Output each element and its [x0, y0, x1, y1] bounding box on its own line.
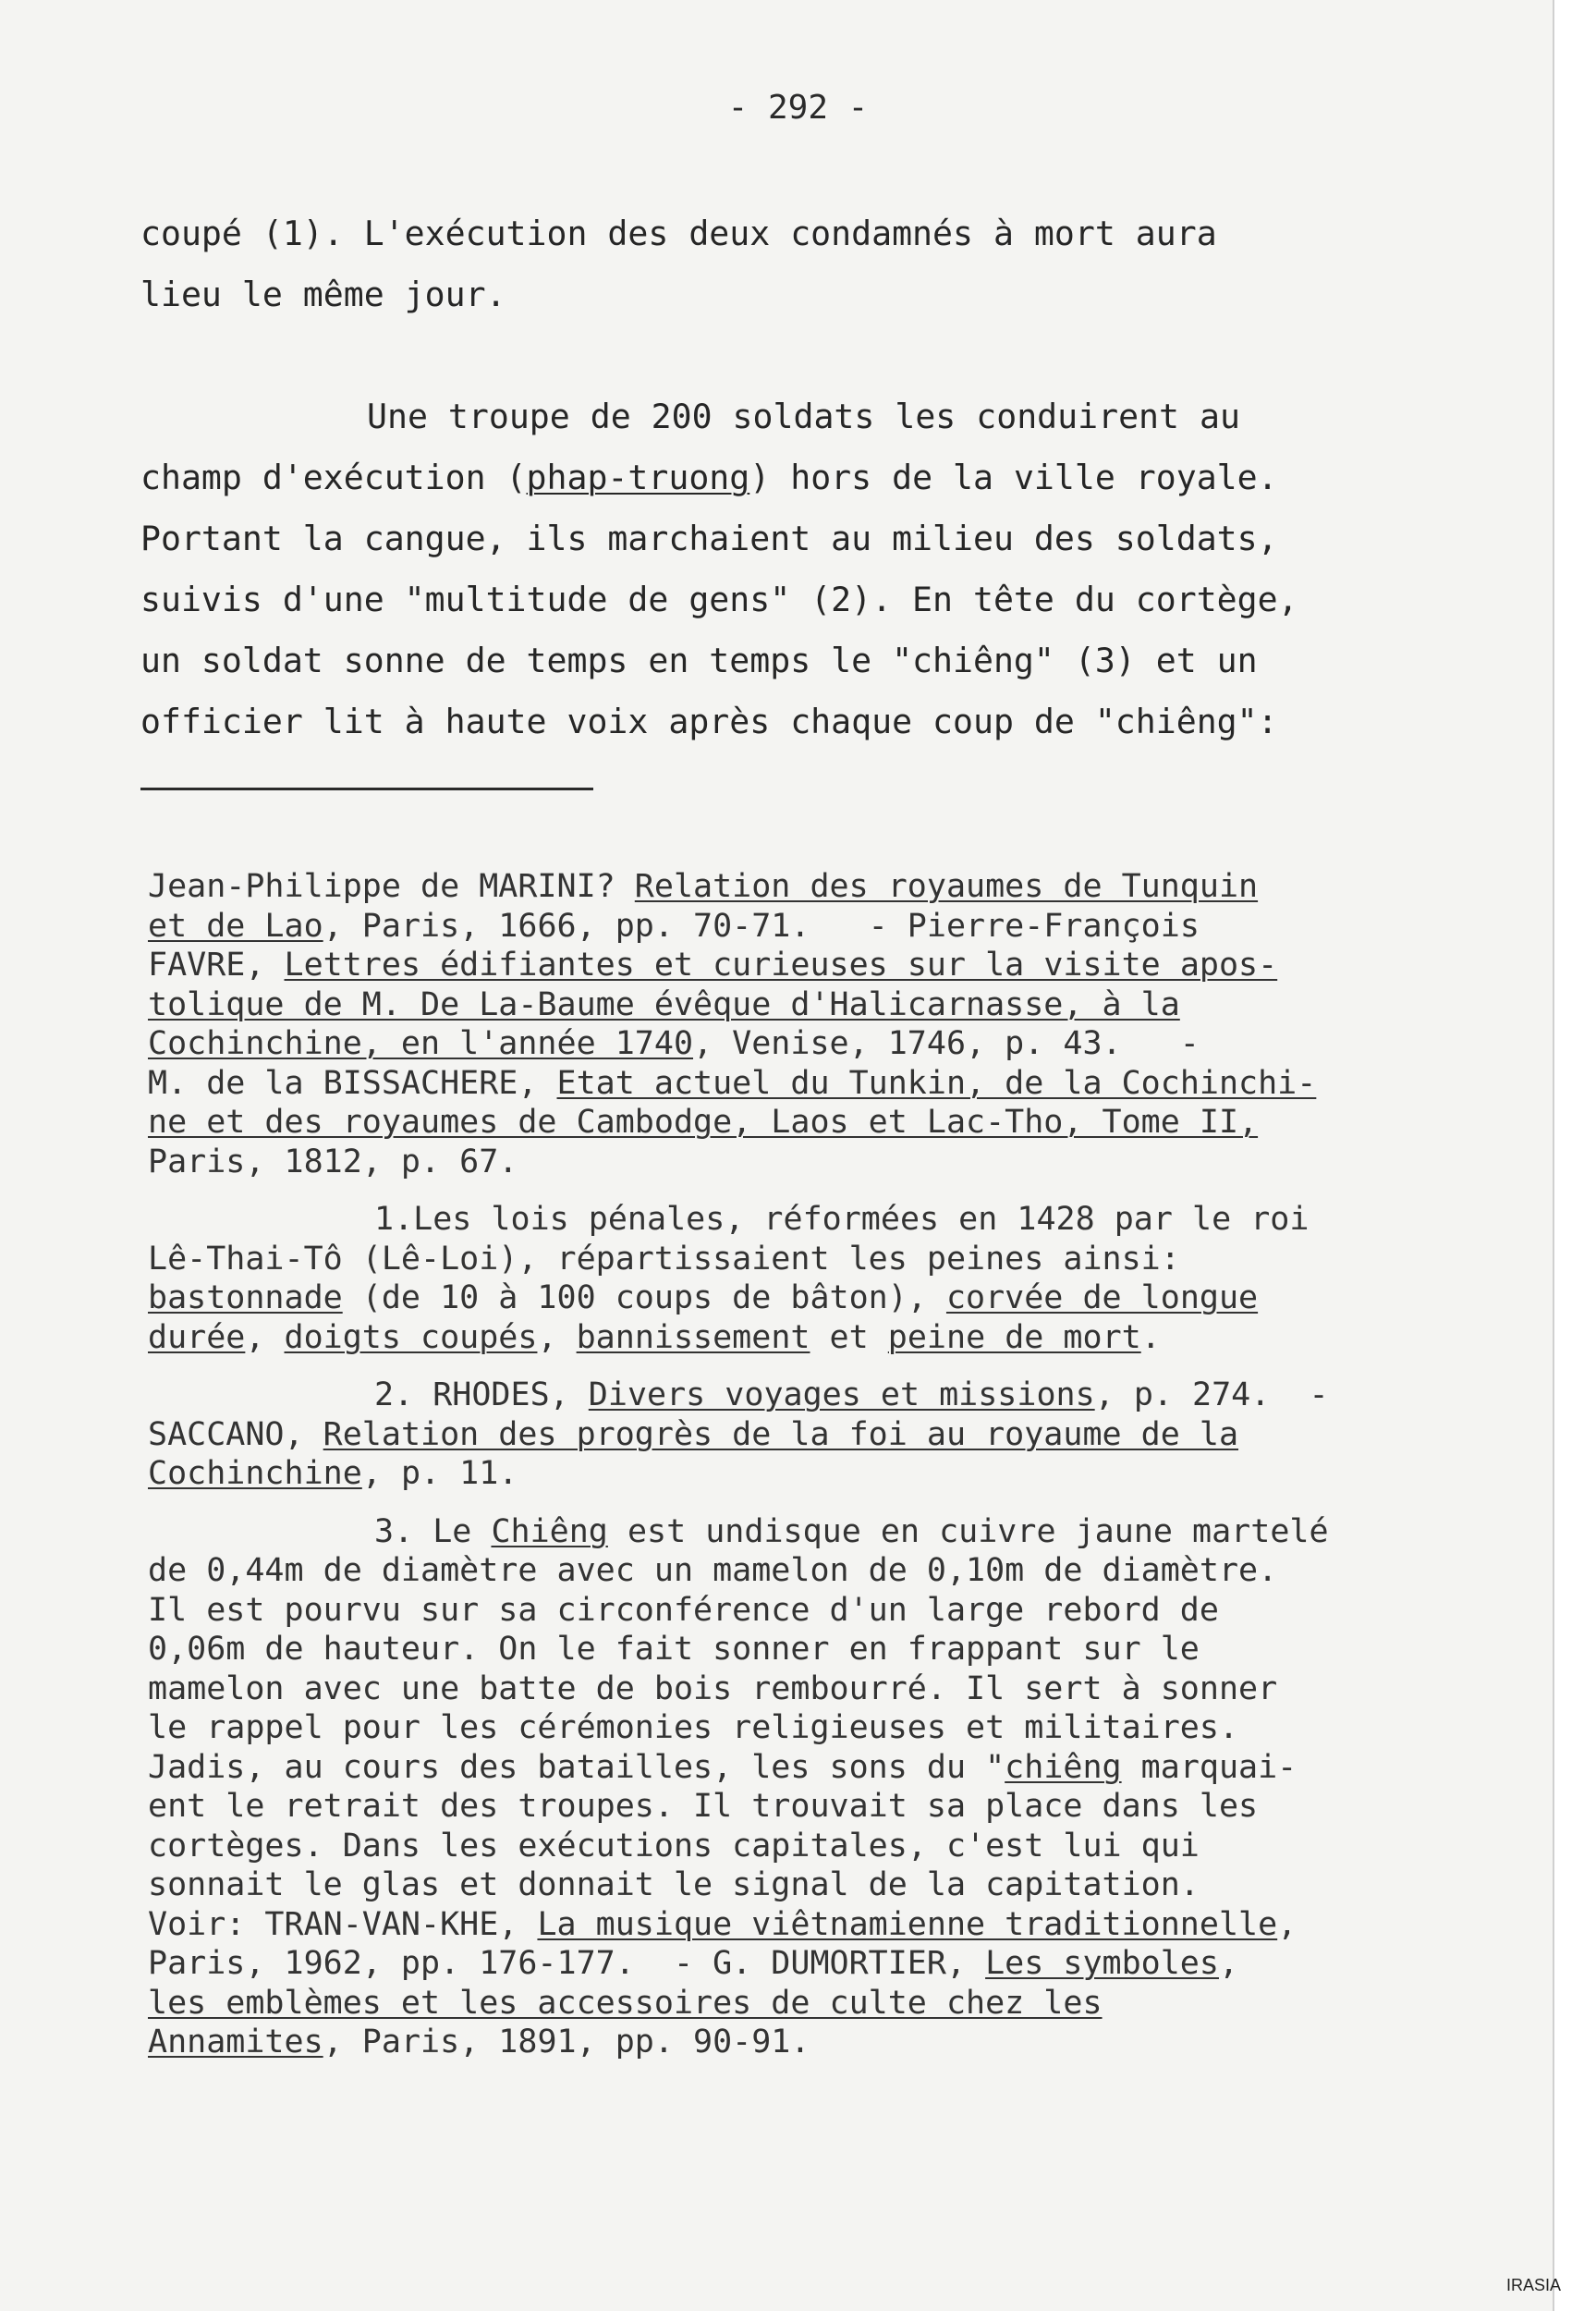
- spacer: [148, 1494, 1497, 1512]
- text-line: Une troupe de 200 soldats les conduirent au: [367, 397, 1240, 436]
- underlined-title: La musique viêtnamienne traditionnelle: [537, 1905, 1278, 1943]
- text-line: Paris, 1812, p. 67.: [148, 1143, 518, 1180]
- text-line: [148, 1278, 1497, 1318]
- text-line: [148, 1944, 1497, 1984]
- text-span: et: [810, 1318, 888, 1356]
- text-span: SACCANO,: [148, 1415, 323, 1453]
- underlined-title: Divers voyages et missions: [588, 1376, 1095, 1413]
- text-span: Paris, 1962, pp. 176-177. - G. DUMORTIER,: [148, 1945, 986, 1982]
- text-line: sonnait le glas et donnait le signal de la capitation.: [148, 1866, 1200, 1903]
- text-line: Lê-Thai-Tô (Lê-Loi), répartissaient les peines ainsi:: [148, 1240, 1180, 1278]
- text-span: ) hors de la ville royale.: [749, 458, 1278, 497]
- text-span: , p. 11.: [361, 1455, 518, 1492]
- text-span: champ d'exécution (: [140, 458, 527, 497]
- text-line: officier lit à haute voix après chaque coup de "chiêng":: [140, 702, 1278, 741]
- underlined-term: peine de mort: [887, 1318, 1141, 1356]
- text-line: [148, 907, 1497, 947]
- underlined-term: bastonnade: [148, 1279, 343, 1316]
- text-line: 1.Les lois pénales, réformées en 1428 par le roi: [374, 1201, 1310, 1238]
- text-span: , Paris, 1666, pp. 70-71. - Pierre-François: [323, 907, 1200, 945]
- text-span: , Paris, 1891, pp. 90-91.: [323, 2024, 810, 2060]
- underlined-title: Cochinchine, en l'année 1740: [148, 1025, 694, 1062]
- underlined-title: Cochinchine: [148, 1455, 362, 1492]
- text-line: suivis d'une "multitude de gens" (2). En tête du cortège,: [140, 580, 1298, 619]
- text-line: un soldat sonne de temps en temps le "chiêng" (3) et un: [140, 641, 1258, 680]
- text-line: [148, 1024, 1497, 1064]
- underlined-title: et de Lao: [148, 907, 323, 945]
- text-line: Il est pourvu sur sa circonférence d'un large rebord de: [148, 1591, 1219, 1629]
- text-line: [148, 867, 1497, 907]
- page-edge: [1553, 0, 1596, 2311]
- footnote-2: [148, 1376, 1497, 1494]
- underlined-term: corvée de longue: [945, 1279, 1259, 1316]
- text-span: est undisque en cuivre jaune martelé: [607, 1512, 1329, 1550]
- text-span: (de 10 à 100 coups de bâton),: [342, 1279, 946, 1316]
- text-line: [148, 1748, 1497, 1788]
- text-span: 3. Le: [374, 1512, 492, 1550]
- text-line: [148, 1512, 1497, 1552]
- archive-stamp: IRASIA: [1506, 2276, 1562, 2294]
- text-span: ,: [537, 1318, 577, 1356]
- text-span: Voir: TRAN-VAN-KHE,: [148, 1905, 538, 1943]
- text-span: FAVRE,: [148, 947, 285, 984]
- text-span: .: [1140, 1318, 1161, 1356]
- text-line: cortèges. Dans les exécutions capitales, c'est lui qui: [148, 1827, 1200, 1865]
- text-line: Portant la cangue, ils marchaient au milieu des soldats,: [140, 519, 1278, 558]
- text-line: coupé (1). L'exécution des deux condamnés à mort aura: [140, 214, 1217, 253]
- text-line: [148, 1318, 1497, 1358]
- underlined-term: Chiêng: [491, 1512, 608, 1550]
- spacer: [148, 1357, 1497, 1376]
- page-number: - 292 -: [727, 89, 869, 127]
- text-line: [148, 1984, 1497, 2024]
- text-line: [148, 1103, 1497, 1143]
- text-span: M. de la BISSACHERE,: [148, 1064, 557, 1102]
- text-line: [148, 1376, 1497, 1415]
- underlined-title: Les symboles: [985, 1945, 1219, 1982]
- underlined-term: bannissement: [576, 1318, 810, 1356]
- text-span: ,: [1277, 1905, 1298, 1943]
- text-line: [148, 1905, 1497, 1945]
- text-line: [148, 985, 1497, 1025]
- text-span: Jean-Philippe de MARINI?: [148, 868, 635, 905]
- footnote-reference: [148, 867, 1497, 1181]
- underlined-title: tolique de M. De La-Baume évêque d'Halicarnasse, à la: [148, 985, 1180, 1023]
- footnote-3: [148, 1512, 1497, 2062]
- underlined-title: Lettres édifiantes et curieuses sur la visite apos-: [284, 947, 1278, 984]
- underlined-term: doigts coupés: [284, 1318, 538, 1356]
- text-line: [140, 447, 1462, 508]
- paragraph-1: [140, 203, 1462, 325]
- paragraph-2: [140, 386, 1462, 752]
- spacer: [148, 1181, 1497, 1200]
- text-line: mamelon avec une batte de bois rembourré. Il sert à sonner: [148, 1669, 1278, 1707]
- text-line: de 0,44m de diamètre avec un mamelon de 0,10m de diamètre.: [148, 1552, 1278, 1589]
- underlined-title: ne et des royaumes de Cambodge, Laos et Lac-Tho, Tome II,: [148, 1104, 1259, 1141]
- text-line: [148, 1415, 1497, 1455]
- text-span: marquai-: [1121, 1748, 1298, 1786]
- text-span: ,: [1218, 1945, 1239, 1982]
- text-line: [148, 1064, 1497, 1104]
- text-line: [148, 2023, 1497, 2062]
- underlined-term: phap-truong: [526, 458, 750, 497]
- text-span: 2. RHODES,: [374, 1376, 589, 1413]
- text-line: 0,06m de hauteur. On le fait sonner en frappant sur le: [148, 1631, 1200, 1668]
- underlined-title: Annamites: [148, 2024, 323, 2060]
- text-line: ent le retrait des troupes. Il trouvait sa place dans les: [148, 1788, 1259, 1825]
- text-span: , Venise, 1746, p. 43. -: [693, 1025, 1200, 1062]
- underlined-title: Relation des royaumes de Tunquin: [634, 868, 1259, 905]
- footnote-1: [148, 1200, 1497, 1357]
- text-line: [148, 946, 1497, 985]
- text-span: ,: [245, 1318, 285, 1356]
- footnote-separator: [140, 788, 593, 790]
- underlined-term: durée: [148, 1318, 246, 1356]
- underlined-term: chiêng: [1005, 1748, 1122, 1786]
- text-line: lieu le même jour.: [140, 275, 506, 314]
- text-span: Jadis, au cours des batailles, les sons du ": [148, 1748, 1005, 1786]
- underlined-title: Etat actuel du Tunkin, de la Cochinchi-: [556, 1064, 1317, 1102]
- text-span: , p. 274. -: [1094, 1376, 1329, 1413]
- underlined-title: les emblèmes et les accessoires de culte chez les: [148, 1984, 1103, 2022]
- footnotes: [148, 867, 1497, 2062]
- text-line: [148, 1454, 1497, 1494]
- underlined-title: Relation des progrès de la foi au royaume de la: [323, 1415, 1239, 1453]
- text-line: le rappel pour les cérémonies religieuses et militaires.: [148, 1709, 1239, 1746]
